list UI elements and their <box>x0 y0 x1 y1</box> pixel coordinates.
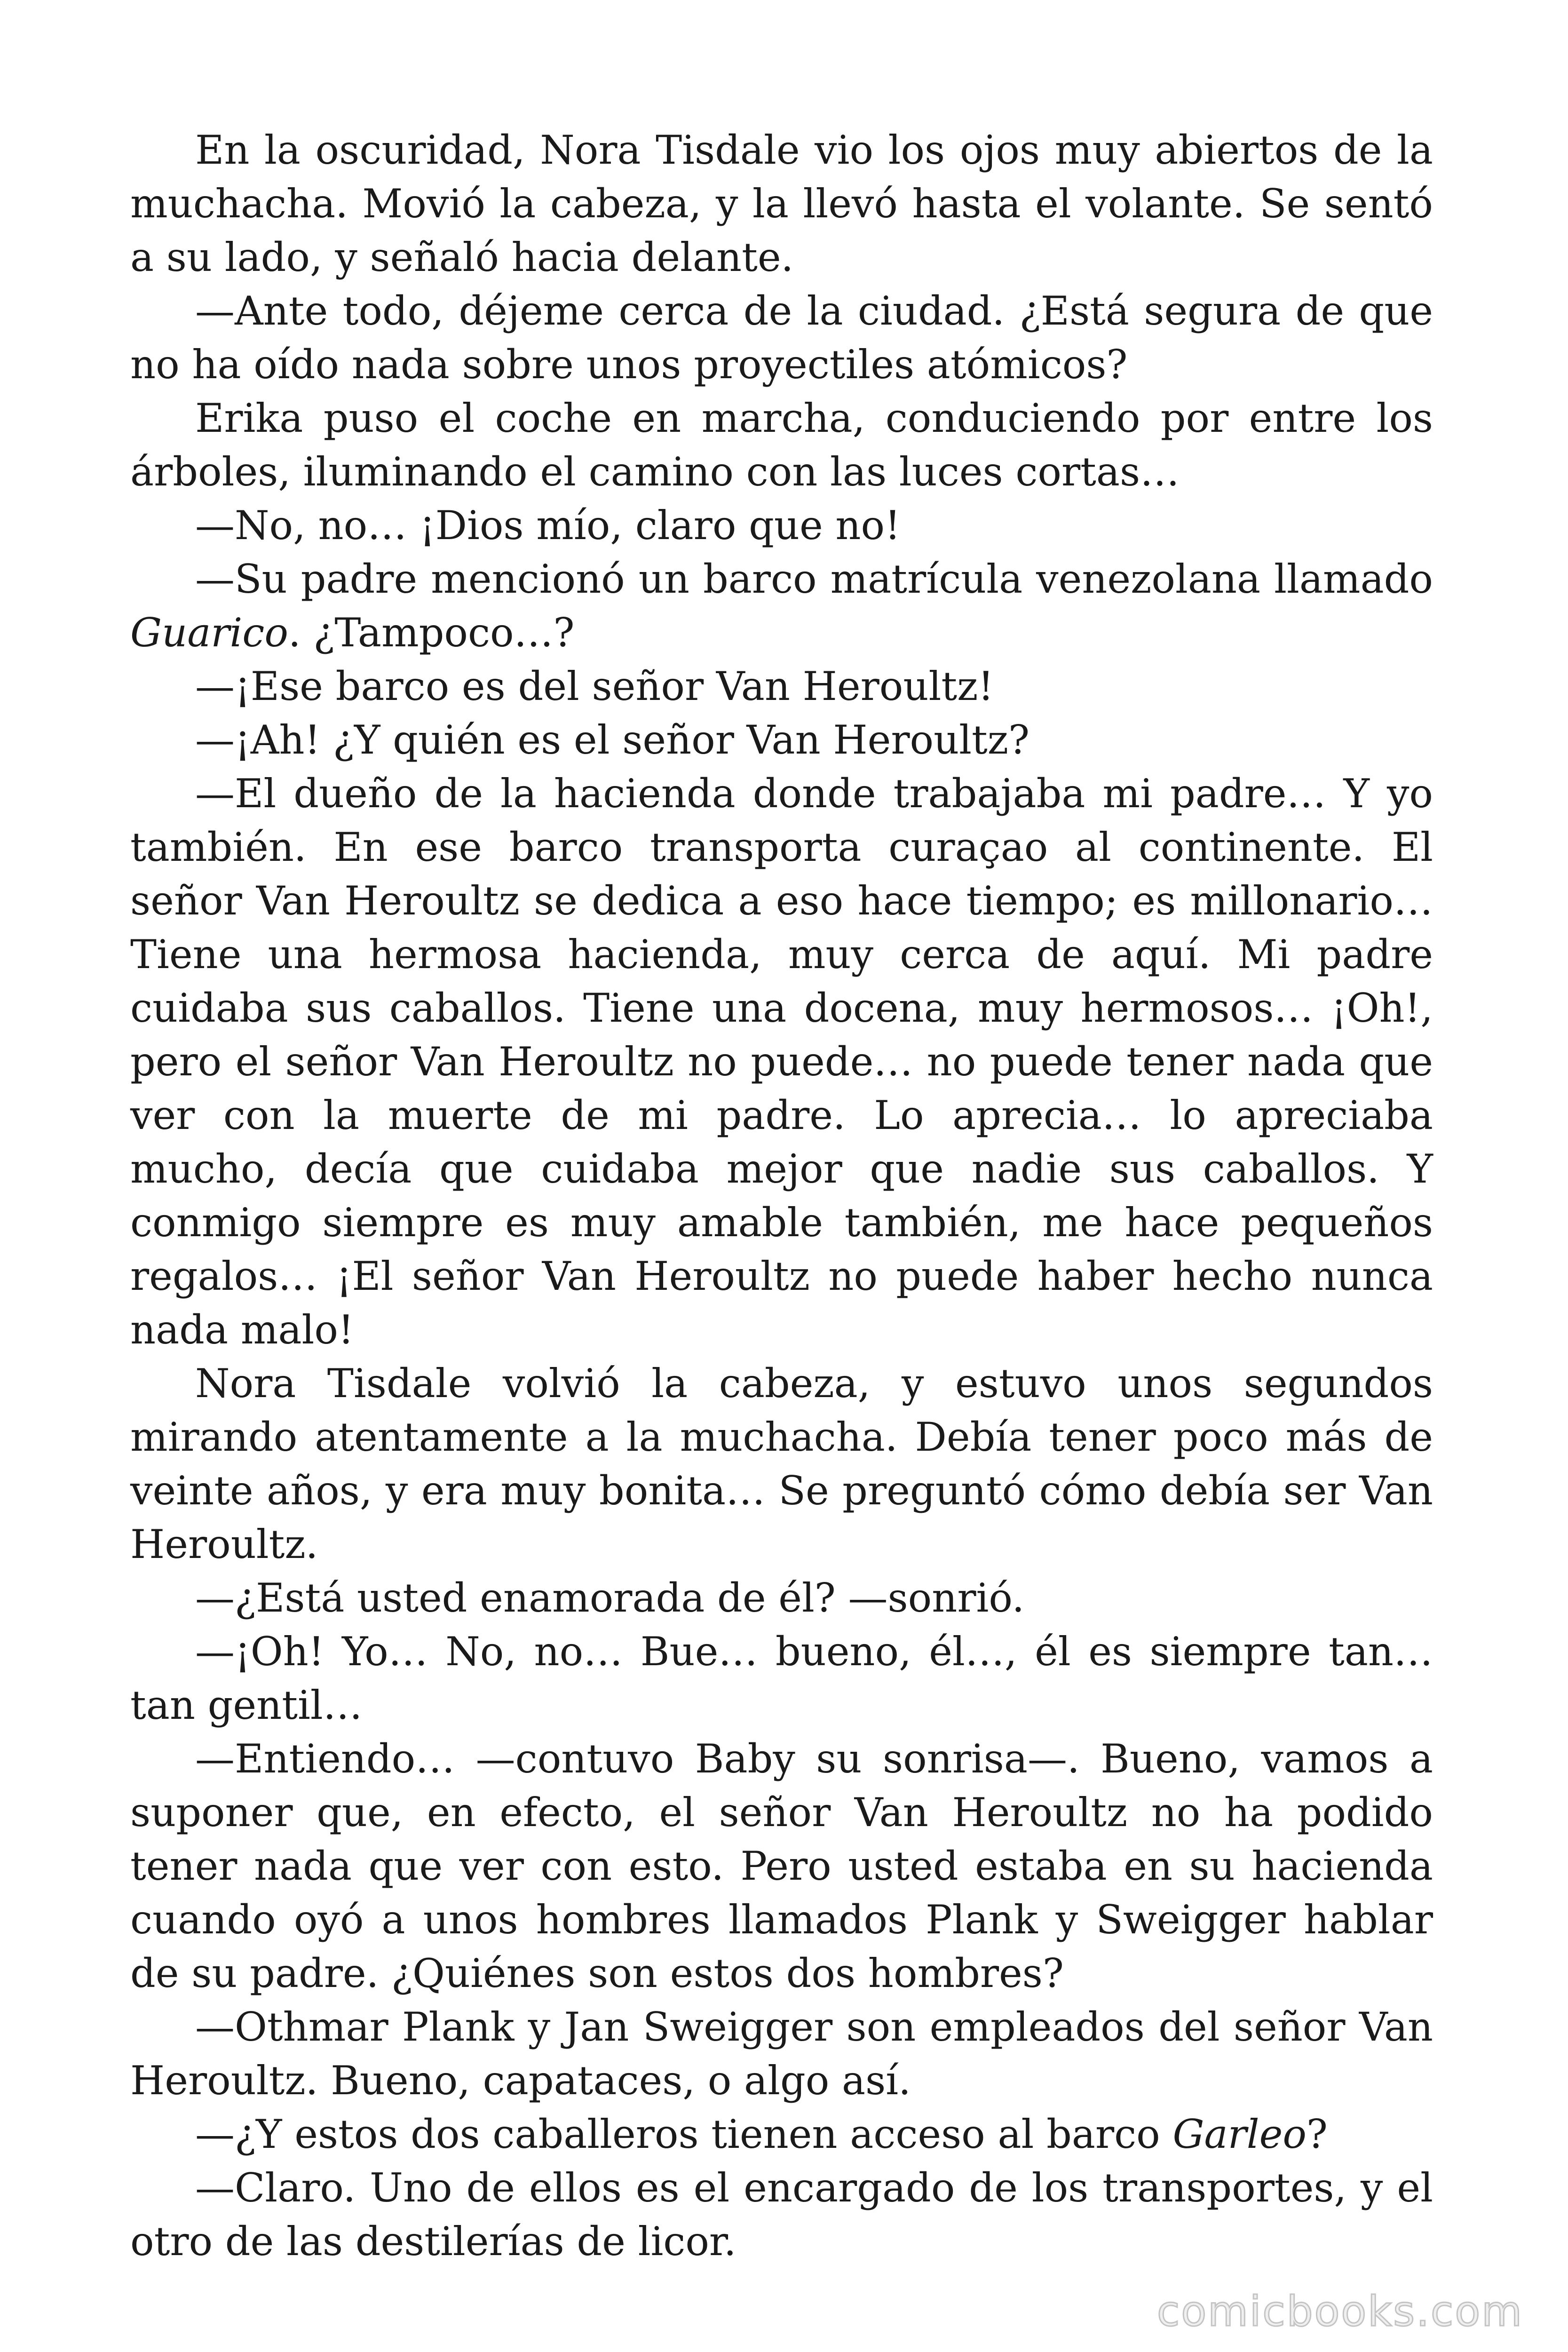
paragraph <box>130 660 1433 713</box>
text-run: —¿Está usted enamorada de él? —sonrió. <box>195 1575 1025 1621</box>
body-text <box>130 123 1433 2268</box>
text-run: —Claro. Uno de ellos es el encargado de los transportes, y el otro de las destilerías de licor. <box>130 2165 1433 2265</box>
text-run: —Su padre mencionó un barco matrícula venezolana llamado <box>195 556 1433 602</box>
text-run: —¿Y estos dos caballeros tienen acceso al barco <box>195 2111 1173 2157</box>
paragraph <box>130 713 1433 767</box>
text-run: —Othmar Plank y Jan Sweigger son empleados del señor Van Heroultz. Bueno, capataces, o algo así. <box>130 2004 1433 2104</box>
paragraph <box>130 2107 1433 2161</box>
paragraph <box>130 1357 1433 1571</box>
paragraph <box>130 1732 1433 2000</box>
paragraph <box>130 284 1433 391</box>
text-run: —Entiendo… —contuvo Baby su sonrisa—. Bueno, vamos a suponer que, en efecto, el señor Van Heroultz no ha podido tener nada que ver con esto. Pero usted estaba en su hacienda cuando oyó a unos hombres llamados Plank y Sweigger hablar de su padre. ¿Quiénes son estos dos hombres? <box>130 1736 1433 1996</box>
text-run: . ¿Tampoco…? <box>288 610 575 656</box>
paragraph <box>130 123 1433 284</box>
italic-text: Garleo <box>1172 2111 1307 2157</box>
text-run: —No, no… ¡Dios mío, claro que no! <box>195 502 901 548</box>
paragraph <box>130 1625 1433 1732</box>
watermark: comicbooks.com <box>1156 2287 1523 2336</box>
paragraph <box>130 552 1433 660</box>
italic-text: Guarico <box>130 610 288 656</box>
text-run: —¡Oh! Yo… No, no… Bue… bueno, él…, él es siempre tan… tan gentil… <box>130 1629 1433 1728</box>
text-run: —¡Ah! ¿Y quién es el señor Van Heroultz? <box>195 717 1030 763</box>
text-run: Nora Tisdale volvió la cabeza, y estuvo unos segundos mirando atentamente a la muchacha. Debía tener poco más de veinte años, y era muy bonita… Se preguntó cómo debía ser Van Heroultz. <box>130 1360 1433 1567</box>
paragraph <box>130 1571 1433 1625</box>
paragraph <box>130 767 1433 1357</box>
paragraph <box>130 2000 1433 2107</box>
text-run: ? <box>1306 2111 1328 2157</box>
text-run: Erika puso el coche en marcha, conduciendo por entre los árboles, iluminando el camino con las luces cortas… <box>130 395 1433 495</box>
paragraph <box>130 2161 1433 2268</box>
text-run: En la oscuridad, Nora Tisdale vio los ojos muy abiertos de la muchacha. Movió la cabeza, y la llevó hasta el volante. Se sentó a su lado, y señaló hacia delante. <box>130 127 1433 280</box>
text-run: —El dueño de la hacienda donde trabajaba mi padre… Y yo también. En ese barco transporta curaçao al continente. El señor Van Heroultz se dedica a eso hace tiempo; es millonario… Tiene una hermosa hacienda, muy cerca de aquí. Mi padre cuidaba sus caballos. Tiene una docena, muy hermosos… ¡Oh!, pero el señor Van Heroultz no puede… no puede tener nada que ver con la muerte de mi padre. Lo aprecia… lo apreciaba mucho, decía que cuidaba mejor que nadie sus caballos. Y conmigo siempre es muy amable también, me hace pequeños regalos… ¡El señor Van Heroultz no puede haber hecho nunca nada malo! <box>130 771 1433 1353</box>
text-run: —¡Ese barco es del señor Van Heroultz! <box>195 663 994 709</box>
paragraph <box>130 391 1433 499</box>
text-run: —Ante todo, déjeme cerca de la ciudad. ¿Está segura de que no ha oído nada sobre unos proyectiles atómicos? <box>130 288 1433 388</box>
paragraph <box>130 499 1433 552</box>
